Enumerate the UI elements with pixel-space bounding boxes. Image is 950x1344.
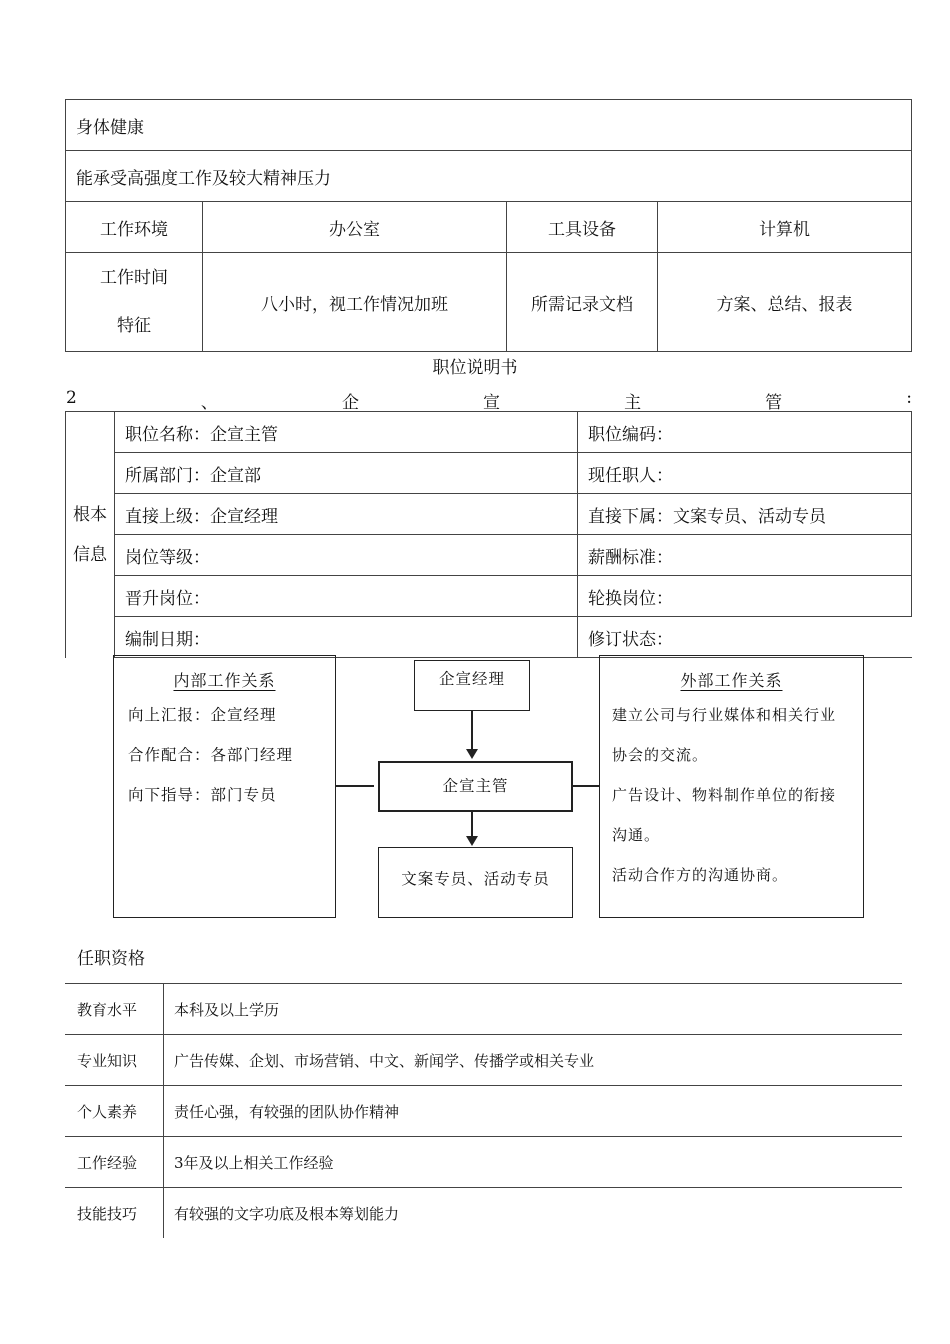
time-label (66, 253, 203, 352)
external-line-5: 活动合作方的沟通协商。 (612, 866, 789, 884)
subordinates-box (378, 847, 573, 918)
external-line-4: 沟通。 (612, 826, 661, 844)
section-sep: 、 (200, 393, 218, 413)
section-number: 2 (66, 388, 77, 408)
doc-title: 职位说明书 (432, 358, 518, 378)
position-code: 职位编码： (578, 412, 912, 453)
section-char-3: 主 (624, 393, 642, 413)
direct-superior: 直接上级：企宣经理 (115, 494, 578, 535)
table-row (65, 1137, 902, 1188)
arrowhead-2 (466, 836, 478, 846)
section-colon: : (906, 388, 912, 408)
arrow-line-2 (471, 812, 473, 838)
pressure-requirement: 能承受高强度工作及较大精神压力 (66, 151, 912, 202)
table-row (65, 984, 902, 1035)
section-heading (66, 388, 912, 412)
internal-line-cooperate: 合作配合：各部门经理 (128, 746, 294, 764)
time-label-line1: 工作时间 (100, 268, 168, 288)
basic-info-side-label (66, 412, 115, 658)
env-label: 工作环境 (66, 202, 203, 253)
external-line-3: 广告设计、物料制作单位的衔接 (612, 786, 837, 804)
department: 所属部门：企宣部 (115, 453, 578, 494)
connector-left (336, 785, 374, 787)
time-value: 八小时，视工作情况加班 (203, 253, 507, 352)
time-label-line2: 特征 (117, 316, 151, 336)
qual-key-skills: 技能技巧 (65, 1188, 164, 1239)
revision-status: 修订状态： (578, 617, 912, 658)
promotion-position: 晋升岗位： (115, 576, 578, 617)
qualifications-title: 任职资格 (77, 949, 145, 969)
internal-relations-title: 内部工作关系 (173, 671, 276, 690)
supervisor-label: 企宣主管 (442, 777, 509, 795)
external-relations-box (599, 655, 864, 918)
table-row (65, 1188, 902, 1239)
internal-relations-box (113, 655, 336, 918)
salary-standard: 薪酬标准： (578, 535, 912, 576)
qual-key-personal: 个人素养 (65, 1086, 164, 1137)
env-value: 办公室 (203, 202, 507, 253)
side-label-line1: 根本 (73, 504, 107, 525)
arrow-line-1 (471, 711, 473, 751)
subordinates-label: 文案专员、活动专员 (401, 870, 550, 888)
arrowhead-1 (466, 749, 478, 759)
qual-value-knowledge: 广告传媒、企划、市场营销、中文、新闻学、传播学或相关专业 (164, 1035, 903, 1086)
qual-key-experience: 工作经验 (65, 1137, 164, 1188)
direct-subordinates: 直接下属：文案专员、活动专员 (578, 494, 912, 535)
position-grade: 岗位等级： (115, 535, 578, 576)
section-char-2: 宣 (483, 393, 501, 413)
external-relations-title: 外部工作关系 (680, 671, 783, 690)
qual-key-knowledge: 专业知识 (65, 1035, 164, 1086)
qual-key-education: 教育水平 (65, 984, 164, 1035)
compile-date: 编制日期： (115, 617, 578, 658)
tools-value: 计算机 (658, 202, 912, 253)
qualifications-table (65, 983, 902, 1238)
section-char-4: 管 (765, 393, 783, 413)
connector-right (573, 785, 600, 787)
manager-box (414, 660, 530, 711)
position-name: 职位名称：企宣主管 (115, 412, 578, 453)
table-row (65, 1086, 902, 1137)
internal-line-guide: 向下指导：部门专员 (128, 786, 277, 804)
table-row (65, 1035, 902, 1086)
external-line-2: 协会的交流。 (612, 746, 709, 764)
rotation-position: 轮换岗位： (578, 576, 912, 617)
internal-line-report: 向上汇报：企宣经理 (128, 706, 277, 724)
qual-value-personal: 责任心强，有较强的团队协作精神 (164, 1086, 903, 1137)
supervisor-box (378, 761, 573, 812)
qual-value-skills: 有较强的文字功底及根本筹划能力 (174, 1204, 400, 1223)
qual-value-education: 本科及以上学历 (164, 984, 903, 1035)
health-requirement: 身体健康 (66, 100, 912, 151)
section-char-1: 企 (341, 393, 359, 413)
qual-value-experience: 3年及以上相关工作经验 (164, 1137, 903, 1188)
tools-label: 工具设备 (507, 202, 658, 253)
basic-info-table (65, 411, 912, 658)
side-label-line2: 信息 (73, 544, 107, 565)
manager-label: 企宣经理 (438, 670, 505, 688)
docs-label: 所需记录文档 (507, 253, 658, 352)
current-holder: 现任职人： (578, 453, 912, 494)
external-line-1: 建立公司与行业媒体和相关行业 (612, 706, 837, 724)
docs-value: 方案、总结、报表 (658, 253, 912, 352)
requirements-table (65, 99, 912, 352)
